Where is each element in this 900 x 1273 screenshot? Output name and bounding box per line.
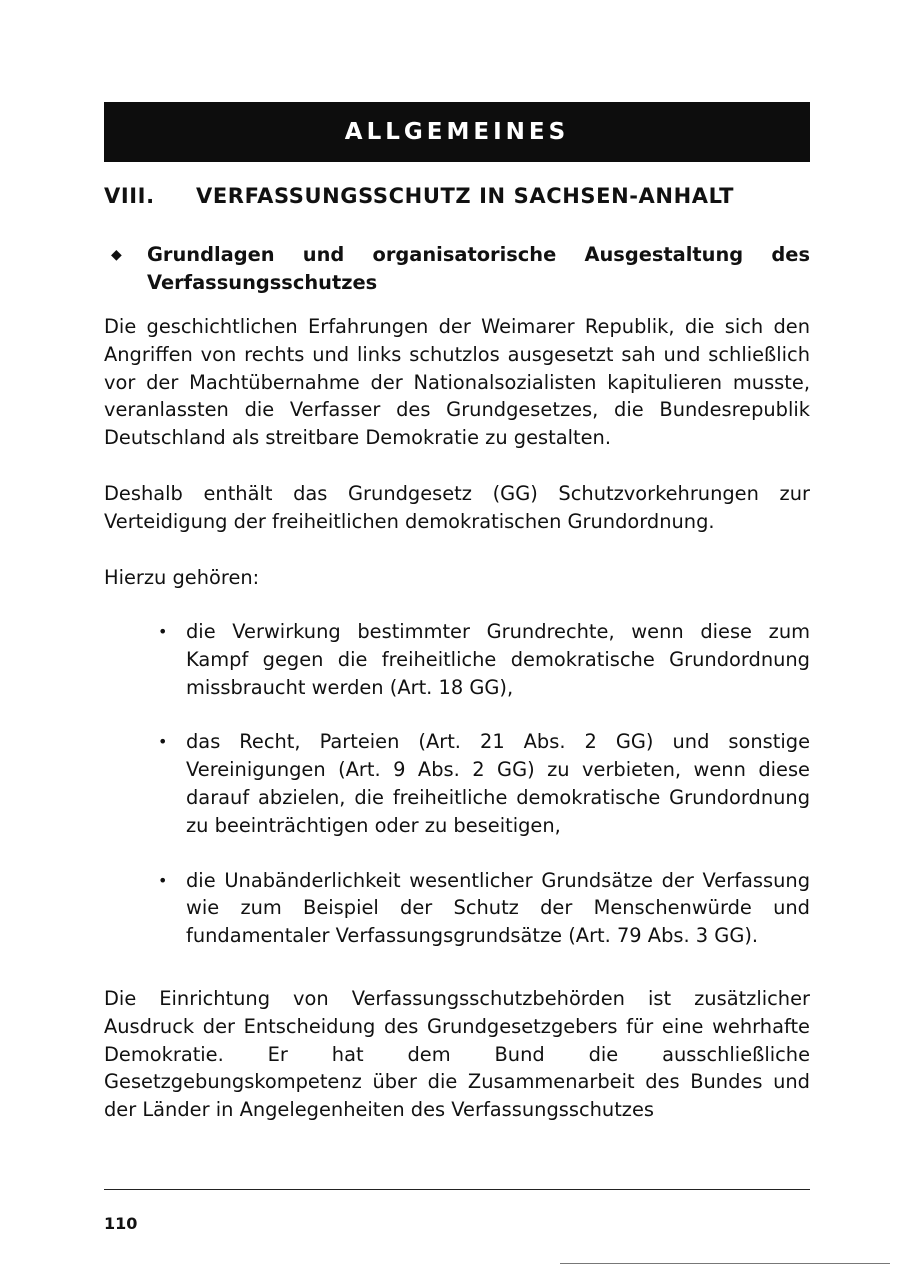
- chapter-number: VIII.: [104, 184, 155, 208]
- section-banner: [104, 102, 810, 162]
- diamond-bullet-icon: ◆: [111, 247, 122, 263]
- list-item: [158, 867, 810, 950]
- list-item: [158, 728, 810, 839]
- footer-rule: [104, 1189, 810, 1190]
- paragraph-list-intro: Hierzu gehören:: [104, 566, 260, 589]
- paragraph-safeguards: Deshalb enthält das Grundgesetz (GG) Schutzvorkehrungen zur Verteidigung der freiheitlichen demokratischen Grundordnung.: [104, 482, 810, 533]
- list-item-text: das Recht, Parteien (Art. 21 Abs. 2 GG) und sonstige Vereinigungen (Art. 9 Abs. 2 GG) zu verbieten, wenn diese darauf abzielen, die freiheitliche demokratische Grundordnung zu beeinträchtigen oder zu beseitigen,: [186, 730, 810, 837]
- banner-title: ALLGEMEINES: [344, 119, 570, 145]
- paragraph-history: Die geschichtlichen Erfahrungen der Weimarer Republik, die sich den Angriffen von rechts und links schutzlos ausgesetzt sah und schließlich vor der Machtübernahme der Nationalsozialisten kapitulieren musste, veranlassten die Verfasser des Grundgesetzes, die Bundesrepublik Deutschland als streitbare Demokratie zu gestalten.: [104, 315, 810, 450]
- page-number: 110: [104, 1214, 138, 1233]
- bullet-icon: •: [158, 622, 168, 641]
- paragraph-authorities: Die Einrichtung von Verfassungsschutzbehörden ist zusätzlicher Ausdruck der Entscheidung des Grundgesetzgebers für eine wehrhafte Demokratie. Er hat dem Bund die ausschließliche Gesetzgebungskompetenz über die Zusammenarbeit des Bundes und der Länder in Angelegenheiten des Verfassungsschutzes: [104, 987, 810, 1122]
- section-heading: [111, 241, 810, 297]
- chapter-title: VERFASSUNGSSCHUTZ IN SACHSEN-ANHALT: [196, 184, 735, 208]
- list-item-text: die Verwirkung bestimmter Grundrechte, wenn diese zum Kampf gegen die freiheitliche demokratische Grundordnung missbraucht werden (Art. 18 GG),: [186, 620, 810, 699]
- chapter-heading: [104, 184, 824, 208]
- safeguard-list: [158, 618, 810, 977]
- bullet-icon: •: [158, 732, 168, 752]
- section-heading-text: Grundlagen und organisatorische Ausgestaltung des Verfassungsschutzes: [147, 243, 810, 294]
- list-item-text: die Unabänderlichkeit wesentlicher Grundsätze der Verfassung wie zum Beispiel der Schutz der Menschenwürde und fundamentaler Verfassungsgrundsätze (Art. 79 Abs. 3 GG).: [186, 868, 810, 948]
- bullet-icon: •: [158, 870, 168, 890]
- list-item: [158, 618, 810, 701]
- scan-edge-line: [560, 1263, 890, 1264]
